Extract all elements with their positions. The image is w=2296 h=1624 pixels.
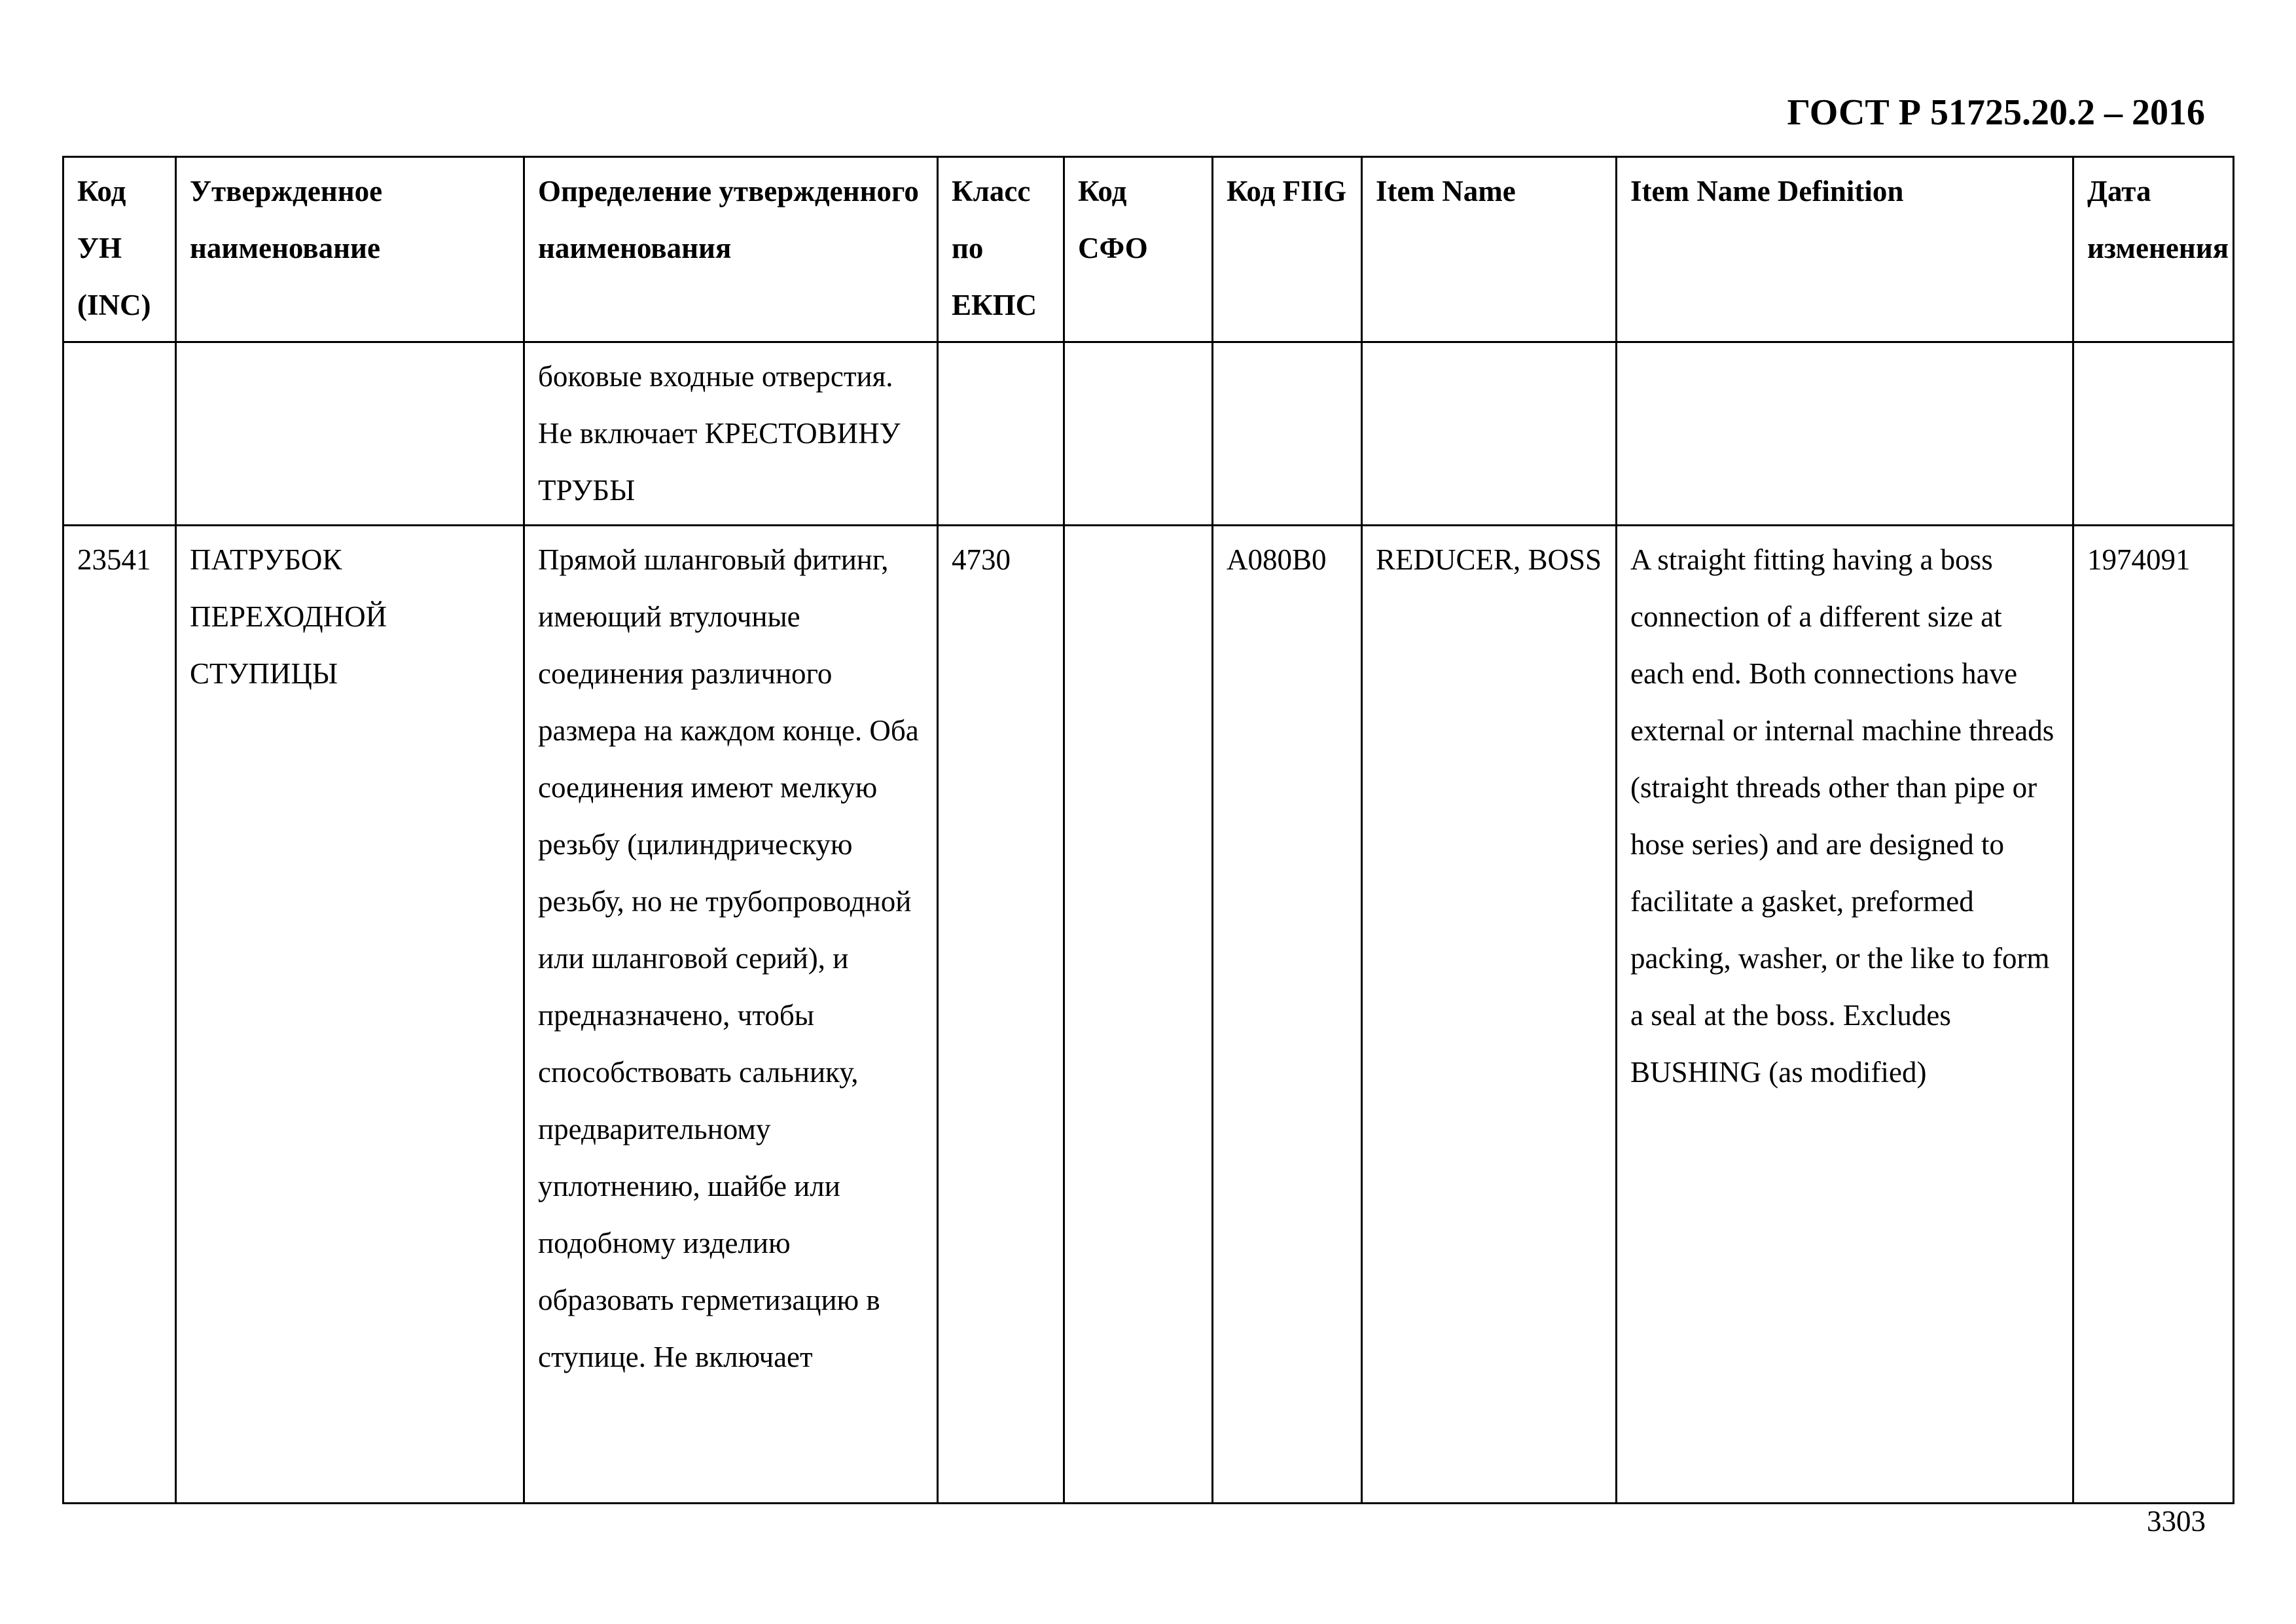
document-header: ГОСТ Р 51725.20.2 – 2016: [1787, 92, 2205, 133]
column-header-change-date: Дата изменения: [2073, 157, 2234, 342]
table-header-row: [63, 157, 2234, 342]
item-name-table: [62, 156, 2234, 1504]
column-header-sfo-code: Код СФО: [1064, 157, 1213, 342]
cell-item-name: [1362, 342, 1617, 526]
cell-definition: боковые входные отверстия. Не включает КРЕСТОВИНУ ТРУБЫ: [524, 342, 938, 526]
cell-ekps-class: 4730: [938, 526, 1064, 1504]
cell-definition: Прямой шланговый фитинг, имеющий втулочные соединения различного размера на каждом конце. Оба соединения имеют мелкую резьбу (цилиндрическую резьбу, но не трубопроводной или шланговой серий), и предназначено, чтобы способствовать сальнику, предварительному уплотнению, шайбе или подобному изделию образовать герметизацию в ступице. Не включает: [524, 526, 938, 1504]
cell-sfo-code: [1064, 342, 1213, 526]
column-header-item-name-definition: Item Name Definition: [1617, 157, 2073, 342]
cell-item-name-definition: [1617, 342, 2073, 526]
column-header-approved-name: Утвержденное наименование: [176, 157, 524, 342]
cell-change-date: 1974091: [2073, 526, 2234, 1504]
cell-sfo-code: [1064, 526, 1213, 1504]
cell-inc: [63, 342, 176, 526]
column-header-definition: Определение утвержденного наименования: [524, 157, 938, 342]
cell-inc: 23541: [63, 526, 176, 1504]
cell-fiig-code: A080B0: [1213, 526, 1362, 1504]
cell-approved-name: ПАТРУБОК ПЕРЕХОДНОЙ СТУПИЦЫ: [176, 526, 524, 1504]
cell-fiig-code: [1213, 342, 1362, 526]
cell-item-name-definition: A straight fitting having a boss connection of a different size at each end. Both connections have external or internal machine threads (straight threads other than pipe or hose series) and are designed to facilitate a gasket, preformed packing, washer, or the like to form a seal at the boss. Excludes BUSHING (as modified): [1617, 526, 2073, 1504]
cell-ekps-class: [938, 342, 1064, 526]
column-header-fiig-code: Код FIIG: [1213, 157, 1362, 342]
column-header-inc: Код УН (INC): [63, 157, 176, 342]
table-row: [63, 526, 2234, 1504]
column-header-ekps-class: Класс по ЕКПС: [938, 157, 1064, 342]
cell-approved-name: [176, 342, 524, 526]
column-header-item-name: Item Name: [1362, 157, 1617, 342]
cell-item-name: REDUCER, BOSS: [1362, 526, 1617, 1504]
page-number: 3303: [2147, 1505, 2206, 1538]
cell-change-date: [2073, 342, 2234, 526]
table-row-continuation: [63, 342, 2234, 526]
